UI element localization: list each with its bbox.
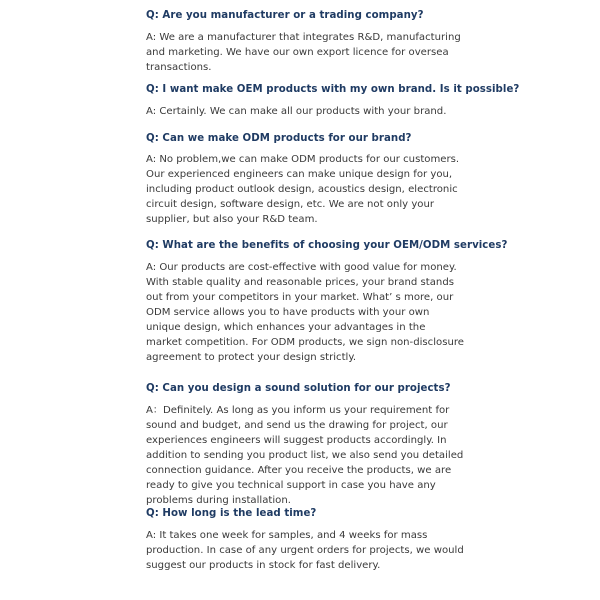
faq-question: Q: How long is the lead time? bbox=[146, 508, 317, 519]
faq-answer: A: No problem,we can make ODM products for our customers. Our experienced engineers can make unique design for you, including product outlook design, acoustics design, electronic circuit design, software design, etc. We are not only your supplier, but also your R&D team. bbox=[146, 154, 460, 225]
faq-answer: A：Definitely. As long as you inform us your requirement for sound and budget, and send us the drawing for project, our experiences engineers will suggest products accordingly. In addition to sending you product list, we also send you detailed connection guidance. After you receive the products, we are ready to give you technical support in case you have any problems during installation. bbox=[146, 405, 464, 506]
faq-question: Q: Can we make ODM products for our brand? bbox=[146, 133, 412, 144]
faq-answer: A: We are a manufacturer that integrates R&D, manufacturing and marketing. We have our own export licence for oversea transactions. bbox=[146, 32, 461, 73]
faq-question: Q: I want make OEM products with my own brand. Is it possible? bbox=[146, 84, 520, 95]
faq-question: Q: Can you design a sound solution for our projects? bbox=[146, 383, 451, 394]
faq-question: Q: Are you manufacturer or a trading company? bbox=[146, 10, 424, 21]
faq-answer: A: Our products are cost-effective with good value for money. With stable quality and reasonable prices, your brand stands out from your competitors in your market. What’ s more, our ODM service allows you to have products with your own unique design, which enhances your advantages in the market competition. For ODM products, we sign non-disclosure agreement to protect your design strictly. bbox=[146, 262, 464, 363]
faq-answer: A: It takes one week for samples, and 4 weeks for mass production. In case of any urgent orders for projects, we would suggest our products in stock for fast delivery. bbox=[146, 530, 464, 571]
faq-answer: A: Certainly. We can make all our products with your brand. bbox=[146, 106, 447, 117]
faq-question: Q: What are the benefits of choosing your OEM/ODM services? bbox=[146, 240, 508, 251]
